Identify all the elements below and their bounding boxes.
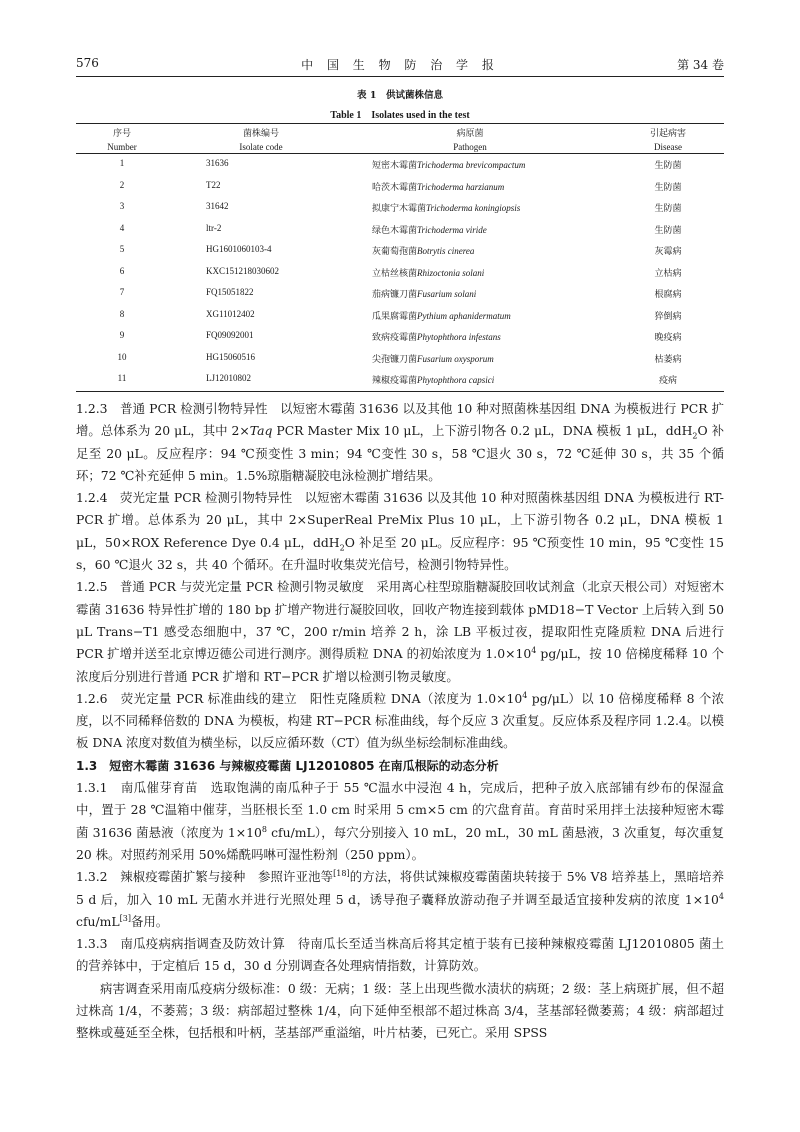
pathogen-cn: 致病疫霉菌 (372, 332, 418, 342)
pathogen-latin: Pythium aphanidermatum (417, 311, 511, 321)
cell-isolate-code: XG11012402 (206, 309, 255, 319)
paragraph-1-2-6: 1.2.6 荧光定量 PCR 标准曲线的建立 阳性克隆质粒 DNA（浓度为 $1.0\times 10^4$ pg/μL）以 10 倍梯度稀释 8 个浓度，以不同稀释倍数的 DNA 为模板，构建 RT−PCR 标准曲线，每个反应 3 次重复。反应体系及程序同 1.2.4。以模板 DNA 浓度对数值为横坐标，以反应循环数（CT）值为纵坐标绘制标准曲线。 (76, 690, 724, 751)
col-header-isolate (196, 126, 326, 152)
col-header-number-cn: 序号 (112, 128, 131, 138)
cell-isolate-code: FQ09092001 (206, 330, 254, 340)
paragraph-1-2-5: 1.2.5 普通 PCR 与荧光定量 PCR 检测引物灵敏度 采用离心柱型琼脂糖凝胶回收试剂盒（北京天根公司）对短密木霉菌 31636 特异性扩增的 180 bp 扩增产物进行凝胶回收，回收产物连接到载体 pMD18−T Vector 上后转入到 50 μL Trans−T1 感受态细胞中，37 ℃，200 r/min 培养 2 h，涂 LB 平板过夜，提取阳性克隆质粒 DNA 后进行 PCR 扩增并送至北京博迈德公司进行测序。测得质粒 DNA 的初始浓度为 $1.0\times 10^4$ pg/μL，按 10 倍梯度稀释 10 个浓度后分别进行普通 PCR 扩增和 RT−PCR 扩增以检测引物灵敏度。 (76, 579, 725, 684)
pathogen-latin: Phytophthora capsici (417, 375, 495, 385)
cell-disease: 生防菌 (654, 182, 682, 192)
table-row (76, 201, 724, 217)
section-heading: 1.3.1 南瓜催芽育苗 (76, 780, 198, 796)
paragraph-1-3-1: 1.3.1 南瓜催芽育苗 选取饱满的南瓜种子于 55 ℃温水中浸泡 4 h，完成后，把种子放入底部铺有纱布的保湿盒中，置于 28 ℃温箱中催芽，当胚根长至 1.0 cm 时采用 5 cm×5 cm 的穴盘育苗。育苗时采用拌土法接种短密木霉菌 31636 菌悬液（浓度为 $1\times 10^8$ cfu/mL），每穴分别接入 10 mL，20 mL，30 mL 菌悬液，3 次重复，每次重复 20 株。对照药剂采用 50%烯酰吗啉可湿性粉剂（250 ppm）。 (76, 780, 725, 862)
pathogen-latin: Fusarium solani (417, 289, 477, 299)
pathogen-cn: 短密木霉菌 (372, 160, 418, 170)
cell-isolate-code: 31636 (206, 158, 229, 168)
col-header-isolate-cn: 菌株编号 (242, 128, 279, 138)
table-row (76, 180, 724, 196)
col-header-disease-cn: 引起病害 (649, 128, 686, 138)
citation-ref: [3] (119, 913, 132, 923)
pathogen-cn: 立枯丝核菌 (372, 268, 418, 278)
volume-label: 第 34 卷 (677, 58, 724, 72)
cell-pathogen (372, 180, 504, 193)
page-number: 576 (76, 56, 99, 70)
table-row (76, 287, 724, 303)
cell-disease: 生防菌 (654, 203, 682, 213)
cell-pathogen (372, 373, 494, 386)
pathogen-latin: Botrytis cinerea (417, 246, 475, 256)
pathogen-cn: 哈茨木霉菌 (372, 182, 418, 192)
cell-pathogen (372, 287, 476, 300)
pathogen-cn: 绿色木霉菌 (372, 225, 418, 235)
table-row (76, 158, 724, 174)
cell-pathogen (372, 223, 487, 236)
cell-disease: 生防菌 (654, 160, 682, 170)
table-row (76, 244, 724, 260)
cell-disease: 猝倒病 (654, 311, 682, 321)
pathogen-cn: 瓜果腐霉菌 (372, 311, 418, 321)
cell-disease: 疫病 (658, 375, 677, 385)
pathogen-cn: 拟康宁木霉菌 (372, 203, 427, 213)
cell-number: 7 (119, 287, 125, 297)
paragraph-1-3-3: 1.3.3 南瓜疫病病指调查及防效计算 待南瓜长至适当株高后将其定植于装有已接种辣椒疫霉菌 LJ12010805 菌土的营养钵中，于定植后 15 d，30 d 分别调查各处理病情指数，计算防效。 (76, 936, 724, 974)
header-rule (76, 76, 724, 77)
table-row (76, 309, 724, 325)
table-row (76, 223, 724, 239)
citation-ref: [18] (333, 869, 350, 879)
pathogen-latin: Trichoderma brevicompactum (417, 160, 526, 170)
cell-pathogen (372, 330, 501, 343)
cell-disease: 根腐病 (654, 289, 682, 299)
cell-number: 9 (119, 330, 125, 340)
cell-number: 3 (119, 201, 125, 211)
cell-disease: 晚疫病 (654, 332, 682, 342)
cell-disease: 生防菌 (654, 225, 682, 235)
cell-pathogen (372, 352, 494, 365)
cell-number: 6 (119, 266, 125, 276)
cell-disease: 枯萎病 (654, 354, 682, 364)
pathogen-latin: Fusarium oxysporum (417, 354, 494, 364)
cell-number: 5 (119, 244, 125, 254)
cell-disease: 立枯病 (654, 268, 682, 278)
cell-isolate-code: FQ15051822 (206, 287, 254, 297)
cell-isolate-code: HG15060516 (206, 352, 255, 362)
pathogen-latin: Trichoderma viride (417, 225, 487, 235)
paragraph-disease-grading: 病害调查采用南瓜疫病分级标准：0 级：无病；1 级：茎上出现些微水渍状的病斑；2 级：茎上病斑扩展，但不超过株高 1/4，不萎蔫；3 级：病部超过整株 1/4，向下延伸至根部不超过株高 3/4，茎基部轻微萎蔫；4 级：病部超过整株或蔓延至全株，包括根和叶柄，茎基部严重溢缩，叶片枯萎，已死亡。采用 SPSS (76, 980, 724, 1041)
pathogen-cn: 辣椒疫霉菌 (372, 375, 418, 385)
cell-number: 1 (119, 158, 125, 168)
table-header-rule (76, 153, 724, 154)
table-caption-cn: 表 1 供试菌株信息 (357, 90, 443, 101)
table-top-rule (76, 123, 724, 124)
cell-number: 10 (117, 352, 127, 362)
cell-isolate-code: HG1601060103-4 (206, 244, 272, 254)
col-header-disease-en: Disease (654, 142, 682, 152)
cell-pathogen (372, 201, 520, 214)
section-heading: 1.2.6 荧光定量 PCR 标准曲线的建立 (76, 690, 298, 706)
col-header-number (76, 126, 168, 152)
cell-number: 8 (119, 309, 125, 319)
section-heading: 1.3.2 辣椒疫霉菌扩繁与接种 (76, 869, 246, 885)
table-row (76, 352, 724, 368)
cell-pathogen (372, 309, 511, 322)
paragraph-1-2-4: 1.2.4 荧光定量 PCR 检测引物特异性 以短密木霉菌 31636 以及其他 10 种对照菌株基因组 DNA 为模板进行 RT-PCR 扩增。总体系为 20 μL，其中 2×SuperReal PreMix Plus 10 μL，上下游引物各 0.2 μL，DNA 模板 1 μL，50×ROX Reference Dye 0.4 μL，ddH$_2$O 补足至 20 μL。反应程序：95 ℃预变性 10 min，95 ℃变性 15 s，60 ℃退火 32 s，共 40 个循环。在升温时收集荧光信号，检测引物特异性。 (76, 490, 724, 573)
paragraph-1-3-2: 1.3.2 辣椒疫霉菌扩繁与接种 参照许亚池等[18]的方法，将供试辣椒疫霉菌菌块转接于 5% V8 培养基上，黑暗培养 5 d 后，加入 10 mL 无菌水并进行光照处理 5 d，诱导孢子囊释放游动孢子并调至最适宜接种发病的浓度 $1\times 10^4$ cfu/mL[3]备用。 (76, 869, 725, 929)
pathogen-cn: 灰葡萄孢菌 (372, 246, 418, 256)
cell-pathogen (372, 244, 474, 257)
pathogen-latin: Phytophthora infestans (417, 332, 501, 342)
table-caption-en: Table 1 Isolates used in the test (330, 110, 470, 121)
section-heading: 1.2.5 普通 PCR 与荧光定量 PCR 检测引物灵敏度 (76, 579, 364, 595)
section-heading-1-3: 1.3 短密木霉菌 31636 与辣椒疫霉菌 LJ12010805 在南瓜根际的动态分析 (76, 758, 499, 773)
col-header-pathogen-en: Pathogen (453, 142, 487, 152)
cell-isolate-code: 31642 (206, 201, 229, 211)
journal-title: 中 国 生 物 防 治 学 报 (301, 58, 499, 72)
cell-disease: 灰霉病 (654, 246, 682, 256)
cell-isolate-code: KXC151218030602 (206, 266, 280, 276)
table-row (76, 373, 724, 389)
section-heading: 1.2.3 普通 PCR 检测引物特异性 (76, 401, 268, 416)
cell-number: 4 (119, 223, 125, 233)
col-header-pathogen (400, 126, 540, 152)
table-row (76, 266, 724, 282)
section-heading: 1.3.3 南瓜疫病病指调查及防效计算 (76, 936, 286, 952)
cell-isolate-code: ltr-2 (206, 223, 222, 233)
pathogen-cn: 茄病镰刀菌 (372, 289, 418, 299)
cell-isolate-code: LJ12010802 (206, 373, 251, 383)
col-header-pathogen-cn: 病原菌 (456, 128, 484, 138)
col-header-isolate-en: Isolate code (239, 142, 283, 152)
cell-number: 2 (119, 180, 125, 190)
table-row (76, 330, 724, 346)
col-header-disease (612, 126, 724, 152)
cell-isolate-code: T22 (206, 180, 221, 190)
body-text (76, 398, 724, 1045)
paragraph-1-2-3: 1.2.3 普通 PCR 检测引物特异性 以短密木霉菌 31636 以及其他 10 种对照菌株基因组 DNA 为模板进行 PCR 扩增。总体系为 20 μL，其中 2×Taq PCR Master Mix 10 μL，上下游引物各 0.2 μL，DNA 模板 1 μL，ddH$_2$O 补足至 20 μL。反应程序：94 ℃预变性 3 min；94 ℃变性 30 s，58 ℃退火 30 s，72 ℃延伸 30 s，共 35 个循环；72 ℃补充延伸 5 min。1.5%琼脂糖凝胶电泳检测扩增结果。 (76, 401, 724, 483)
table-bottom-rule (76, 391, 724, 392)
pathogen-cn: 尖孢镰刀菌 (372, 354, 418, 364)
pathogen-latin: Rhizoctonia solani (417, 268, 485, 278)
pathogen-latin: Trichoderma koningiopsis (426, 203, 521, 213)
cell-pathogen (372, 158, 525, 171)
running-header (76, 56, 724, 74)
col-header-number-en: Number (107, 142, 137, 152)
cell-pathogen (372, 266, 484, 279)
cell-number: 11 (117, 373, 127, 383)
pathogen-latin: Trichoderma harzianum (417, 182, 505, 192)
section-heading: 1.2.4 荧光定量 PCR 检测引物特异性 (76, 490, 293, 506)
